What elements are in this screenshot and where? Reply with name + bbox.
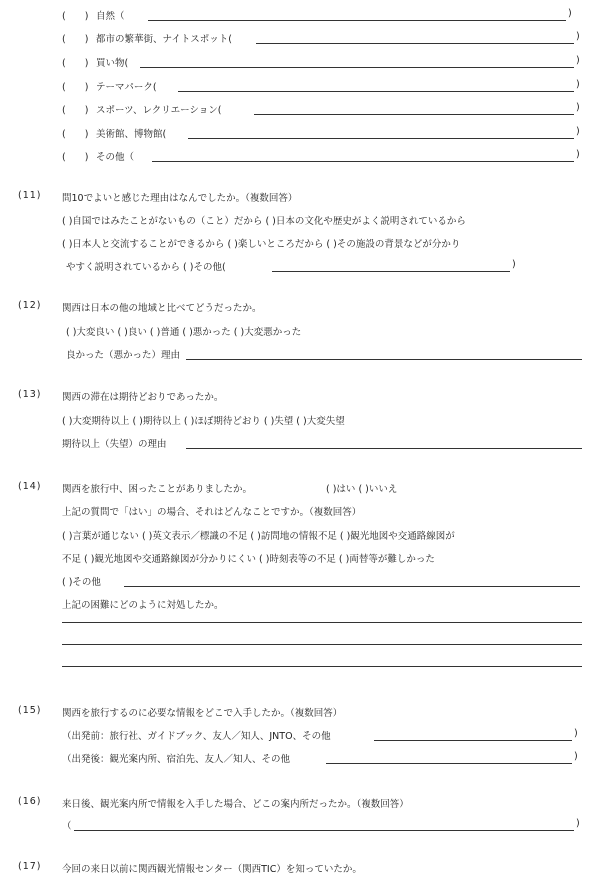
option-label: スポーツ、レクリエーション( (96, 105, 222, 116)
question-number: (14) (18, 481, 42, 492)
close-paren: ) (576, 31, 580, 42)
option-label: その他（ (96, 152, 135, 163)
close-paren: ) (576, 55, 580, 66)
choice-line[interactable]: ( )言葉が通じない ( )英文表示／標識の不足 ( )訪問地の情報不足 ( )観光地図や交通路線図が (62, 531, 455, 542)
checkbox-paren[interactable]: ( ) (62, 105, 89, 116)
close-paren: ) (574, 728, 578, 739)
checkbox-paren[interactable]: ( ) (62, 152, 89, 163)
choice-line[interactable]: やすく説明されているから ( )その他( (66, 262, 226, 273)
question-title: 関西を旅行するのに必要な情報をどこで入手したか。（複数回答） (62, 708, 343, 719)
sub-question: 上記の困難にどのように対処したか。 (62, 600, 224, 611)
answer-line[interactable] (326, 763, 572, 764)
close-paren: ) (576, 79, 580, 90)
checkbox-paren[interactable]: ( ) (62, 11, 89, 22)
option-label: 自然（ (96, 11, 125, 22)
option-row (62, 126, 166, 140)
answer-line[interactable] (186, 359, 582, 360)
option-label: 都市の繁華街、ナイトスポット( (96, 34, 232, 45)
question-title: 今回の来日以前に関西観光情報センター（関西TIC）を知っていたか。 (62, 864, 362, 875)
question-title: 関西の滞在は期待どおりであったか。 (62, 392, 224, 403)
answer-line[interactable] (140, 67, 574, 68)
choice-line[interactable]: （出発後：観光案内所、宿泊先、友人／知人、その他 (62, 754, 291, 765)
answer-line[interactable] (254, 114, 574, 115)
answer-line[interactable] (178, 91, 574, 92)
question-number: (11) (18, 190, 42, 201)
option-label: 買い物( (96, 58, 129, 69)
question-title: 関西は日本の他の地域と比べてどうだったか。 (62, 303, 262, 314)
yes-no-choice[interactable]: ( )はい ( )いいえ (326, 484, 398, 495)
close-paren: ) (512, 259, 516, 270)
option-label: テーマパーク( (96, 82, 157, 93)
answer-line[interactable] (188, 138, 574, 139)
answer-line[interactable] (74, 830, 574, 831)
question-number: (16) (18, 796, 42, 807)
choice-line[interactable]: ( )日本人と交流することができるから ( )楽しいところだから ( )その施設の背景などが分かり (62, 239, 461, 250)
question-title: 問10でよいと感じた理由はなんでしたか。（複数回答） (62, 193, 298, 204)
option-row (62, 55, 128, 69)
answer-line[interactable] (152, 161, 574, 162)
question-number: (15) (18, 705, 42, 716)
reason-label: 期待以上（失望）の理由 (62, 439, 167, 450)
checkbox-paren[interactable]: ( ) (62, 129, 89, 140)
choice-line[interactable]: 不足 ( )観光地図や交通路線図が分かりにくい ( )時刻表等の不足 ( )両替等が難しかった (62, 554, 435, 565)
answer-line[interactable] (124, 586, 580, 587)
close-paren: ) (576, 149, 580, 160)
close-paren: ) (576, 126, 580, 137)
option-row (62, 79, 157, 93)
checkbox-paren[interactable]: ( ) (62, 34, 89, 45)
question-title: 来日後、観光案内所で情報を入手した場合、どこの案内所だったか。（複数回答） (62, 799, 409, 810)
answer-line[interactable] (256, 43, 574, 44)
open-paren: （ (62, 821, 72, 832)
choice-line[interactable]: ( )その他 (62, 577, 101, 588)
option-row (62, 31, 232, 45)
answer-line[interactable] (62, 644, 582, 645)
sub-question: 上記の質問で「はい」の場合、それはどんなことですか。（複数回答） (62, 507, 362, 518)
close-paren: ) (574, 751, 578, 762)
close-paren: ) (576, 818, 580, 829)
question-number: (17) (18, 861, 42, 872)
option-label: 美術館、博物館( (96, 129, 167, 140)
option-row (62, 102, 221, 116)
answer-line[interactable] (272, 271, 510, 272)
option-row (62, 149, 134, 163)
reason-label: 良かった（悪かった）理由 (66, 350, 181, 361)
question-number: (13) (18, 389, 42, 400)
checkbox-paren[interactable]: ( ) (62, 82, 89, 93)
answer-line[interactable] (148, 20, 566, 21)
answer-line[interactable] (62, 622, 582, 623)
choice-line[interactable]: ( )大変良い ( )良い ( )普通 ( )悪かった ( )大変悪かった (66, 327, 302, 338)
choice-line[interactable]: ( )自国ではみたことがないもの（こと）だから ( )日本の文化や歴史がよく説明されているから (62, 216, 466, 227)
option-row (62, 8, 125, 22)
choice-line[interactable]: ( )大変期待以上 ( )期待以上 ( )ほぼ期待どおり ( )失望 ( )大変失望 (62, 416, 345, 427)
close-paren: ) (568, 8, 572, 19)
close-paren: ) (576, 102, 580, 113)
question-number: (12) (18, 300, 42, 311)
question-title: 関西を旅行中、困ったことがありましたか。 (62, 484, 253, 495)
answer-line[interactable] (374, 740, 572, 741)
answer-line[interactable] (186, 448, 582, 449)
choice-line[interactable]: （出発前：旅行社、ガイドブック、友人／知人、JNTO、その他 (62, 731, 331, 742)
answer-line[interactable] (62, 666, 582, 667)
checkbox-paren[interactable]: ( ) (62, 58, 89, 69)
